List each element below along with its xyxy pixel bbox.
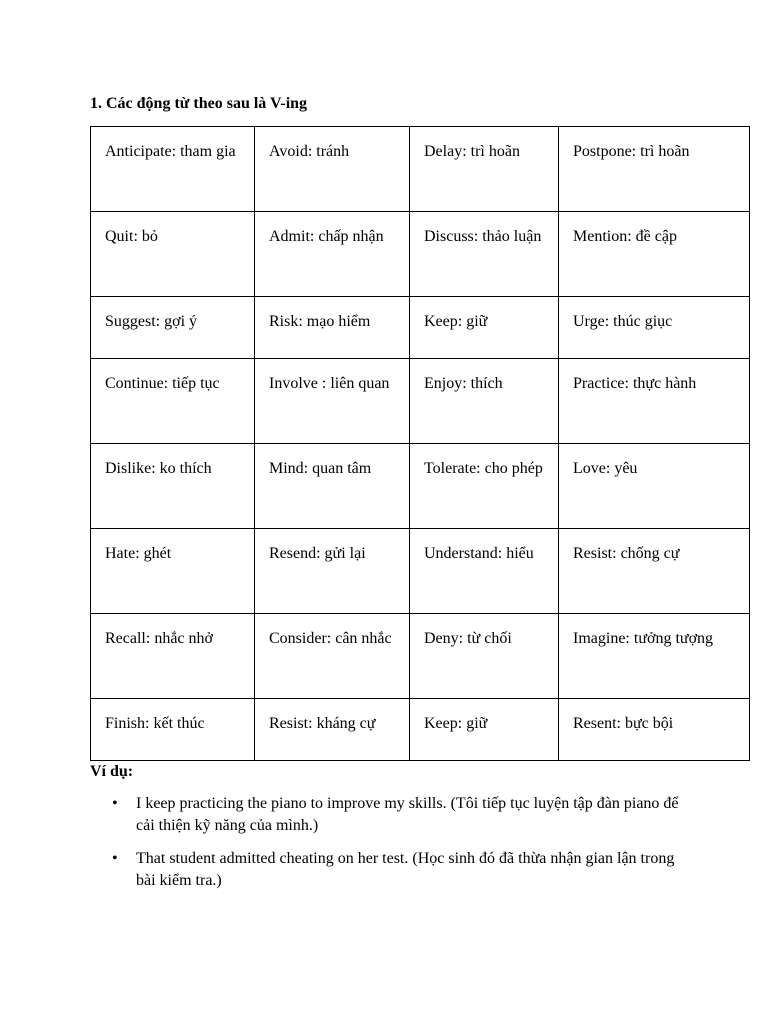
- table-cell: Resend: gửi lại: [255, 529, 410, 614]
- table-cell: Keep: giữ: [410, 699, 559, 761]
- table-cell: Enjoy: thích: [410, 359, 559, 444]
- table-cell: Urge: thúc giục: [559, 297, 750, 359]
- list-item: [90, 793, 690, 837]
- table-cell: Postpone: trì hoãn: [559, 127, 750, 212]
- table-cell: Continue: tiếp tục: [91, 359, 255, 444]
- table-cell: Keep: giữ: [410, 297, 559, 359]
- bullet-icon: •: [112, 850, 118, 867]
- bullet-icon: •: [112, 795, 118, 812]
- table-cell: Anticipate: tham gia: [91, 127, 255, 212]
- table-cell: Risk: mạo hiểm: [255, 297, 410, 359]
- table-cell: Understand: hiểu: [410, 529, 559, 614]
- table-cell: Consider: cân nhắc: [255, 614, 410, 699]
- table-cell: Delay: trì hoãn: [410, 127, 559, 212]
- table-cell: Resent: bực bội: [559, 699, 750, 761]
- table-row: [91, 212, 750, 297]
- table-cell: Mind: quan tâm: [255, 444, 410, 529]
- table-cell: Tolerate: cho phép: [410, 444, 559, 529]
- table-cell: Discuss: thảo luận: [410, 212, 559, 297]
- table-row: [91, 529, 750, 614]
- table-cell: Resist: chống cự: [559, 529, 750, 614]
- example-text: I keep practicing the piano to improve my skills. (Tôi tiếp tục luyện tập đàn piano để cải thiện kỹ năng của mình.): [136, 795, 679, 834]
- table-cell: Quit: bỏ: [91, 212, 255, 297]
- table-cell: Dislike: ko thích: [91, 444, 255, 529]
- table-row: [91, 359, 750, 444]
- table-cell: Resist: kháng cự: [255, 699, 410, 761]
- section-heading: 1. Các động từ theo sau là V-ing: [90, 95, 308, 112]
- table-row: [91, 614, 750, 699]
- table-cell: Finish: kết thúc: [91, 699, 255, 761]
- table-row: [91, 127, 750, 212]
- table-row: [91, 297, 750, 359]
- list-item: [90, 848, 690, 892]
- verb-table: [90, 126, 750, 761]
- table-cell: Avoid: tránh: [255, 127, 410, 212]
- table-cell: Hate: ghét: [91, 529, 255, 614]
- table-cell: Love: yêu: [559, 444, 750, 529]
- examples-label: Ví dụ:: [90, 763, 134, 780]
- table-row: [91, 699, 750, 761]
- examples-list: [90, 793, 690, 903]
- table-cell: Suggest: gợi ý: [91, 297, 255, 359]
- table-cell: Imagine: tưởng tượng: [559, 614, 750, 699]
- table-cell: Mention: đề cập: [559, 212, 750, 297]
- table-cell: Involve : liên quan: [255, 359, 410, 444]
- example-text: That student admitted cheating on her test. (Học sinh đó đã thừa nhận gian lận trong bài kiểm tra.): [136, 850, 675, 889]
- table-cell: Admit: chấp nhận: [255, 212, 410, 297]
- table-row: [91, 444, 750, 529]
- table-cell: Recall: nhắc nhở: [91, 614, 255, 699]
- table-cell: Deny: từ chối: [410, 614, 559, 699]
- table-cell: Practice: thực hành: [559, 359, 750, 444]
